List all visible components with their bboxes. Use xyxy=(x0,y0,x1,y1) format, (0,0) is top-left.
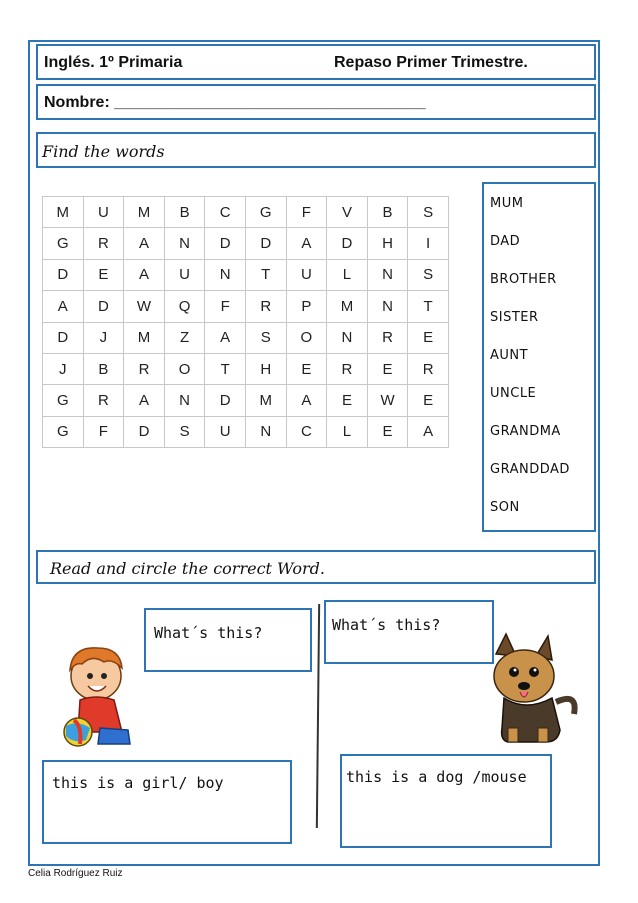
word-list-item: MUM xyxy=(490,196,524,211)
grid-cell: A xyxy=(408,416,449,447)
header-box xyxy=(36,44,596,80)
grid-cell: W xyxy=(367,385,408,416)
grid-cell: M xyxy=(43,197,84,228)
grid-cell: R xyxy=(83,228,124,259)
grid-row xyxy=(43,385,449,416)
grid-cell: G xyxy=(245,197,286,228)
grid-cell: N xyxy=(164,228,205,259)
grid-cell: F xyxy=(83,416,124,447)
grid-cell: R xyxy=(245,291,286,322)
grid-cell: A xyxy=(124,259,165,290)
grid-cell: B xyxy=(164,197,205,228)
grid-cell: T xyxy=(408,291,449,322)
grid-cell: S xyxy=(164,416,205,447)
grid-cell: A xyxy=(286,385,327,416)
grid-cell: N xyxy=(367,291,408,322)
grid-cell: C xyxy=(205,197,246,228)
grid-cell: T xyxy=(245,259,286,290)
footer-author: Celia Rodríguez Ruiz xyxy=(28,868,123,879)
grid-cell: W xyxy=(124,291,165,322)
word-list-item: UNCLE xyxy=(490,386,537,401)
grid-cell: H xyxy=(245,353,286,384)
grid-cell: R xyxy=(408,353,449,384)
grid-cell: A xyxy=(43,291,84,322)
grid-row xyxy=(43,291,449,322)
answer-box-right xyxy=(340,754,552,848)
answer-box-left xyxy=(42,760,292,844)
grid-cell: B xyxy=(83,353,124,384)
word-search-grid xyxy=(42,196,449,448)
answer-left: this is a girl/ boy xyxy=(52,774,224,792)
grid-cell: N xyxy=(327,322,368,353)
grid-cell: U xyxy=(164,259,205,290)
grid-cell: G xyxy=(43,416,84,447)
grid-cell: P xyxy=(286,291,327,322)
word-list-item: GRANDMA xyxy=(490,424,561,439)
grid-cell: T xyxy=(205,353,246,384)
grid-cell: R xyxy=(327,353,368,384)
grid-cell: D xyxy=(327,228,368,259)
answer-right: this is a dog /mouse xyxy=(346,768,527,786)
grid-cell: S xyxy=(408,259,449,290)
grid-cell: U xyxy=(286,259,327,290)
word-list-item: DAD xyxy=(490,234,521,249)
grid-cell: N xyxy=(367,259,408,290)
grid-row xyxy=(43,259,449,290)
grid-cell: E xyxy=(286,353,327,384)
word-list-item: SISTER xyxy=(490,310,539,325)
grid-cell: E xyxy=(83,259,124,290)
grid-cell: A xyxy=(286,228,327,259)
grid-cell: N xyxy=(245,416,286,447)
question-box-left xyxy=(144,608,312,672)
grid-cell: S xyxy=(245,322,286,353)
grid-cell: O xyxy=(164,353,205,384)
grid-cell: R xyxy=(124,353,165,384)
name-line: Nombre: ___________________________________ xyxy=(44,94,426,111)
grid-cell: S xyxy=(408,197,449,228)
grid-cell: M xyxy=(327,291,368,322)
grid-cell: R xyxy=(367,322,408,353)
section1-box xyxy=(36,132,596,168)
grid-cell: E xyxy=(408,322,449,353)
question-right: What´s this? xyxy=(332,616,441,634)
grid-cell: A xyxy=(124,385,165,416)
grid-cell: L xyxy=(327,259,368,290)
grid-cell: J xyxy=(43,353,84,384)
grid-cell: D xyxy=(83,291,124,322)
grid-cell: M xyxy=(245,385,286,416)
word-list-item: BROTHER xyxy=(490,272,557,287)
word-list-item: SON xyxy=(490,500,520,515)
grid-row xyxy=(43,416,449,447)
word-list-item: AUNT xyxy=(490,348,529,363)
grid-cell: E xyxy=(367,416,408,447)
grid-cell: E xyxy=(327,385,368,416)
grid-cell: I xyxy=(408,228,449,259)
term-title: Repaso Primer Trimestre. xyxy=(334,54,528,71)
grid-row xyxy=(43,228,449,259)
grid-cell: N xyxy=(164,385,205,416)
grid-cell: F xyxy=(205,291,246,322)
grid-cell: J xyxy=(83,322,124,353)
grid-cell: Q xyxy=(164,291,205,322)
grid-cell: D xyxy=(245,228,286,259)
grid-cell: A xyxy=(124,228,165,259)
grid-cell: C xyxy=(286,416,327,447)
grid-row xyxy=(43,353,449,384)
grid-cell: E xyxy=(367,353,408,384)
grid-cell: D xyxy=(43,259,84,290)
question-left: What´s this? xyxy=(154,624,263,642)
section2-title: Read and circle the correct Word. xyxy=(50,559,326,578)
grid-cell: H xyxy=(367,228,408,259)
grid-cell: D xyxy=(205,385,246,416)
grid-cell: D xyxy=(205,228,246,259)
grid-cell: G xyxy=(43,228,84,259)
grid-cell: U xyxy=(205,416,246,447)
boy-illustration xyxy=(52,640,138,748)
grid-cell: O xyxy=(286,322,327,353)
grid-cell: N xyxy=(205,259,246,290)
grid-cell: F xyxy=(286,197,327,228)
grid-cell: B xyxy=(367,197,408,228)
word-list xyxy=(482,182,596,532)
subject-title: Inglés. 1º Primaria xyxy=(44,54,183,71)
grid-row xyxy=(43,197,449,228)
grid-cell: Z xyxy=(164,322,205,353)
name-box xyxy=(36,84,596,120)
grid-row xyxy=(43,322,449,353)
grid-cell: G xyxy=(43,385,84,416)
grid-cell: E xyxy=(408,385,449,416)
grid-cell: L xyxy=(327,416,368,447)
grid-cell: M xyxy=(124,197,165,228)
section2-box xyxy=(36,550,596,584)
grid-cell: U xyxy=(83,197,124,228)
question-box-right xyxy=(324,600,494,664)
grid-cell: M xyxy=(124,322,165,353)
grid-cell: R xyxy=(83,385,124,416)
word-list-item: GRANDDAD xyxy=(490,462,570,477)
grid-cell: A xyxy=(205,322,246,353)
section1-title: Find the words xyxy=(42,142,165,161)
dog-illustration xyxy=(486,632,582,746)
grid-cell: D xyxy=(43,322,84,353)
grid-cell: V xyxy=(327,197,368,228)
grid-cell: D xyxy=(124,416,165,447)
